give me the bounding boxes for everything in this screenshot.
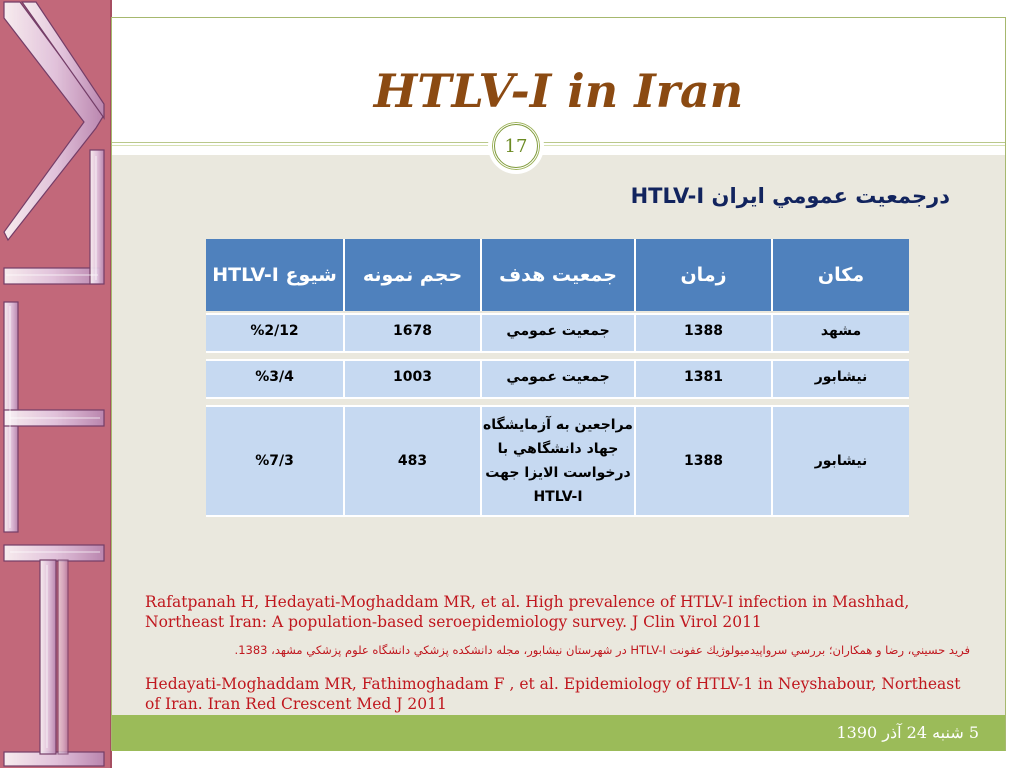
slide-title: HTLV-I in Iran: [373, 64, 744, 118]
cell-location: نيشابور: [771, 361, 909, 397]
cell-time: 1388: [634, 315, 771, 351]
prevalence-table: [206, 239, 909, 517]
footer-date: 5 شنبه 24 آذر 1390: [836, 723, 979, 742]
cell-sample-size: 1678: [343, 315, 480, 351]
slide-number: 17: [494, 124, 538, 168]
cell-time: 1381: [634, 361, 771, 397]
header-prevalence: شيوع HTLV-I: [212, 264, 337, 286]
cell-prevalence: %2/12: [250, 323, 299, 339]
cell-prevalence: %3/4: [255, 369, 294, 385]
slide-footer: [112, 715, 1005, 751]
cell-target-population: جمعيت عمومي: [480, 315, 634, 351]
cell-sample-size: 483: [343, 407, 480, 515]
cell-location: مشهد: [771, 315, 909, 351]
slide-header: [112, 18, 1005, 142]
cell-location: نيشابور: [771, 407, 909, 515]
cell-target-population: مراجعين به آزمايشگاه جهاد دانشگاهي با درخواست الايزا جهت HTLV-I: [480, 407, 634, 515]
header-time: زمان: [634, 239, 771, 311]
left-decorative-band: [0, 0, 112, 768]
cell-time: 1388: [634, 407, 771, 515]
header-sample-size: حجم نمونه: [343, 239, 480, 311]
table-row: [206, 313, 909, 353]
reference-rafatpanah: Rafatpanah H, Hedayati-Moghaddam MR, et al. High prevalence of HTLV-I infection in Mashhad, Northeast Iran: A population-based seroepidemiology survey. J Clin Virol 2011: [145, 593, 910, 631]
header-target-population: جمعيت هدف: [480, 239, 634, 311]
header-divider-secondary: [112, 145, 1005, 146]
cell-target-population: جمعيت عمومي: [480, 361, 634, 397]
table-header-row: [206, 239, 909, 311]
reference-farid-hosseini: فريد حسيني، رضا و همكاران؛ بررسي سرواپيدميولوژيك عفونت HTLV-I در شهرستان نيشابور، مجله دانشكده پزشكي دانشگاه علوم پزشكي مشهد، 1383.: [234, 643, 970, 657]
htlv-letters-decoration: [0, 0, 110, 768]
reference-hedayati: Hedayati-Moghaddam MR, Fathimoghadam F , et al. Epidemiology of HTLV-1 in Neyshabour, Northeast of Iran. Iran Red Crescent Med J 2011: [145, 675, 961, 713]
header-divider: [112, 142, 1005, 143]
header-location: مكان: [771, 239, 909, 311]
cell-prevalence: %7/3: [255, 453, 294, 469]
slide-subtitle: HTLV-I درجمعيت عمومي ايران: [630, 184, 950, 208]
table-row: [206, 405, 909, 517]
slide-number-badge: [488, 118, 544, 174]
cell-sample-size: 1003: [343, 361, 480, 397]
table-row: [206, 359, 909, 399]
